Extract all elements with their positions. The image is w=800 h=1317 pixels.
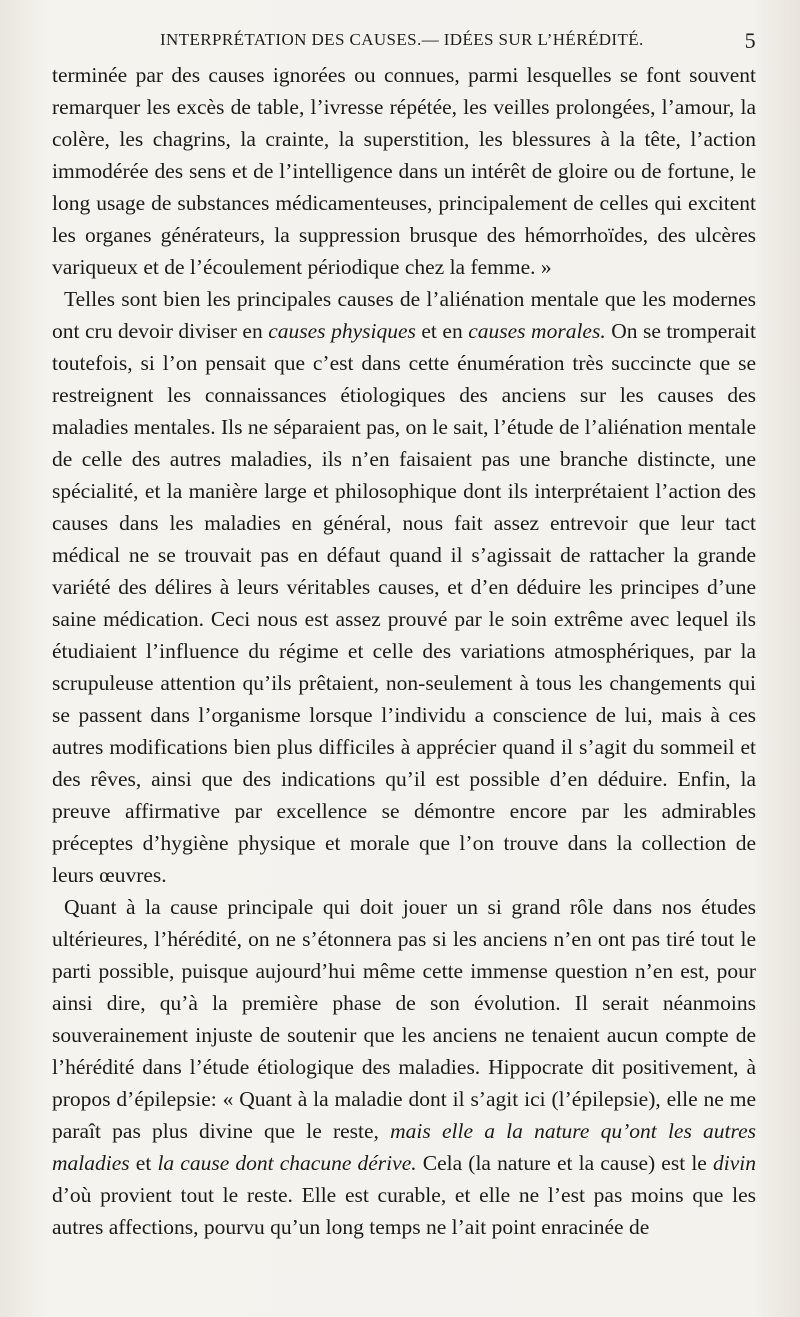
italic-text-segment: divin: [712, 1151, 756, 1175]
italic-text-segment: causes physiques: [268, 319, 416, 343]
text-segment: et: [129, 1151, 158, 1175]
text-segment: On se tromperait toutefois, si l’on pensait que c’est dans cette énumération très succincte que se restreignent les connaissances étiologiques des anciens sur les causes des maladies mentales. Ils ne séparaient pas, on le sait, l’étude de l’aliénation mentale de celle des autres maladies, ils n’en faisaient pas une branche distincte, une spécialité, et la manière large et philosophique dont ils interprétaient l’action des causes dans les maladies en général, nous fait assez entrevoir que leur tact médical ne se trouvait pas en défaut quand il s’agissait de rattacher la grande variété des délires à leurs véritables causes, et d’en déduire les principes d’une saine médication. Ceci nous est assez prouvé par le soin extrême avec lequel ils étudiaient l’influence du régime et celle des variations atmosphériques, par la scrupuleuse attention qu’ils prêtaient, non-seulement à tous les changements qui se passent dans l’organisme lorsque l’individu a conscience de lui, mais à ces autres modifications bien plus difficiles à apprécier quand il s’agit du sommeil et des rêves, ainsi que des indications qu’il est possible d’en déduire. Enfin, la preuve affirmative par excellence se démontre encore par les admirables préceptes d’hygiène physique et morale que l’on trouve dans la collection de leurs œuvres.: [52, 319, 756, 887]
italic-text-segment: la cause dont chacune dérive.: [157, 1151, 417, 1175]
italic-text-segment: mais elle a la nature qu’ont les autres maladies: [52, 1119, 756, 1175]
text-segment: Cela (la nature et la cause) est le: [416, 1151, 713, 1175]
running-title: INTERPRÉTATION DES CAUSES.— IDÉES SUR L’HÉRÉDITÉ.: [160, 30, 644, 49]
paragraph: [52, 59, 756, 283]
page-number: 5: [744, 28, 756, 53]
italic-text-segment: causes morales.: [468, 319, 606, 343]
text-segment: et en: [415, 319, 469, 343]
text-segment: d’où provient tout le reste. Elle est curable, et elle ne l’est pas moins que les autres affections, pourvu qu’un long temps ne l’ait point enracinée de: [52, 1183, 756, 1239]
text-segment: Quant à la cause principale qui doit jouer un si grand rôle dans nos études ultérieures, l’hérédité, on ne s’étonnera pas si les anciens n’en ont pas tiré tout le parti possible, puisque aujourd’hui même cette immense question n’en est, pour ainsi dire, qu’à la première phase de son évolution. Il serait néanmoins souverainement injuste de soutenir que les anciens ne tenaient aucun compte de l’hérédité dans l’étude étiologique des maladies. Hippocrate dit positivement, à propos d’épilepsie: « Quant à la maladie dont il s’agit ici (l’épilepsie), elle ne me paraît pas plus divine que le reste,: [52, 895, 756, 1143]
page-header: [52, 26, 756, 56]
text-segment: Telles sont bien les principales causes de l’aliénation mentale que les modernes ont cru devoir diviser en: [52, 287, 756, 343]
paragraph: [52, 891, 756, 1243]
text-segment: terminée par des causes ignorées ou connues, parmi lesquelles se font souvent remarquer les excès de table, l’ivresse répétée, les veilles prolongées, l’amour, la colère, les chagrins, la crainte, la superstition, les blessures à la tête, l’action immodérée des sens et de l’intelligence dans un intérêt de gloire ou de fortune, le long usage de substances médicamenteuses, principalement de celles qui excitent les organes générateurs, la suppression brusque des hémorrhoïdes, des ulcères variqueux et de l’écoulement périodique chez la femme. »: [52, 63, 756, 279]
body-text: [52, 59, 756, 1243]
paragraph: [52, 283, 756, 891]
